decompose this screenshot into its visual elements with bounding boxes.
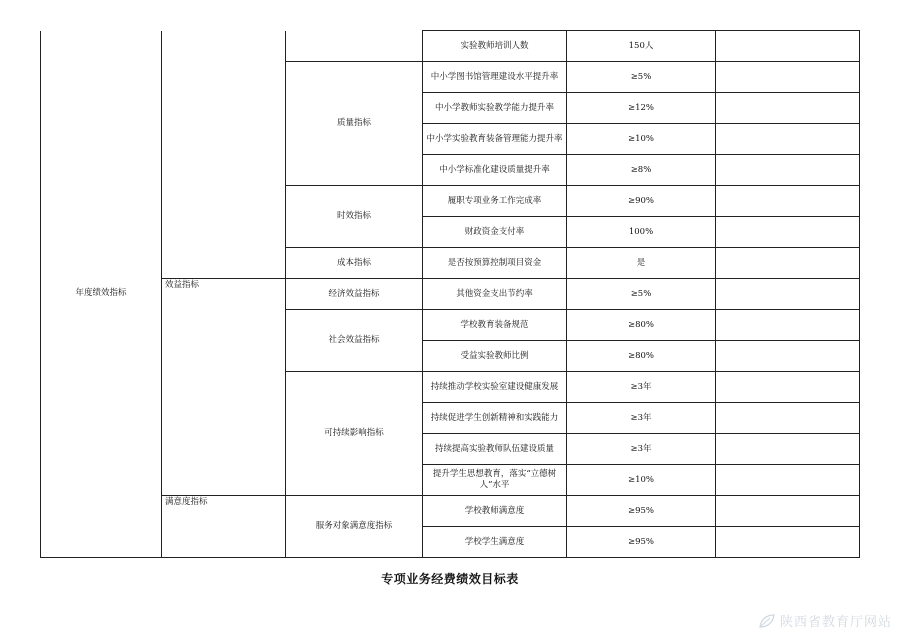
indicator-cell: 中小学图书馆管理建设水平提升率 bbox=[423, 62, 567, 93]
value-cell: ≥95% bbox=[567, 527, 716, 558]
remark-cell bbox=[716, 496, 860, 527]
site-watermark bbox=[758, 611, 892, 630]
indicator-cell: 持续推动学校实验室建设健康发展 bbox=[423, 372, 567, 403]
performance-table bbox=[40, 30, 860, 558]
indicator-cell: 中小学实验教育装备管理能力提升率 bbox=[423, 124, 567, 155]
indicator-cell: 持续提高实验教师队伍建设质量 bbox=[423, 434, 567, 465]
remark-cell bbox=[716, 155, 860, 186]
remark-cell bbox=[716, 93, 860, 124]
sub-indicator-cell: 时效指标 bbox=[286, 186, 423, 248]
remark-cell bbox=[716, 31, 860, 62]
value-cell: ≥3年 bbox=[567, 403, 716, 434]
value-cell: ≥95% bbox=[567, 496, 716, 527]
indicator-cell: 其他资金支出节约率 bbox=[423, 279, 567, 310]
remark-cell bbox=[716, 527, 860, 558]
value-cell: 100% bbox=[567, 217, 716, 248]
sub-indicator-cell: 经济效益指标 bbox=[286, 279, 423, 310]
remark-cell bbox=[716, 217, 860, 248]
indicator-cell: 履职专项业务工作完成率 bbox=[423, 186, 567, 217]
remark-cell bbox=[716, 124, 860, 155]
indicator-cell: 学校学生满意度 bbox=[423, 527, 567, 558]
table-row bbox=[41, 31, 860, 62]
remark-cell bbox=[716, 403, 860, 434]
table-caption: 专项业务经费绩效目标表 bbox=[381, 572, 519, 586]
sub-indicator-cell: 质量指标 bbox=[286, 62, 423, 186]
indicator-cell: 财政资金支付率 bbox=[423, 217, 567, 248]
value-cell: ≥5% bbox=[567, 279, 716, 310]
benefit-category-cell: 效益指标 bbox=[162, 279, 286, 496]
sub-indicator-cell: 成本指标 bbox=[286, 248, 423, 279]
indicator-cell: 受益实验教师比例 bbox=[423, 341, 567, 372]
value-cell: ≥90% bbox=[567, 186, 716, 217]
indicator-cell: 学校教育装备规范 bbox=[423, 310, 567, 341]
value-cell: ≥8% bbox=[567, 155, 716, 186]
remark-cell bbox=[716, 341, 860, 372]
indicator-cell: 中小学标准化建设质量提升率 bbox=[423, 155, 567, 186]
remark-cell bbox=[716, 310, 860, 341]
indicator-cell: 是否按预算控制项目资金 bbox=[423, 248, 567, 279]
sub-indicator-cell bbox=[286, 31, 423, 62]
indicator-cell: 中小学教师实验教学能力提升率 bbox=[423, 93, 567, 124]
remark-cell bbox=[716, 279, 860, 310]
remark-cell bbox=[716, 62, 860, 93]
remark-cell bbox=[716, 248, 860, 279]
value-cell: 是 bbox=[567, 248, 716, 279]
remark-cell bbox=[716, 186, 860, 217]
remark-cell bbox=[716, 372, 860, 403]
indicator-cell: 实验教师培训人数 bbox=[423, 31, 567, 62]
leaf-logo-icon bbox=[758, 613, 776, 629]
value-cell: 150人 bbox=[567, 31, 716, 62]
value-cell: ≥3年 bbox=[567, 372, 716, 403]
value-cell: ≥3年 bbox=[567, 434, 716, 465]
value-cell: ≥5% bbox=[567, 62, 716, 93]
value-cell: ≥80% bbox=[567, 341, 716, 372]
sub-indicator-cell: 服务对象满意度指标 bbox=[286, 496, 423, 558]
output-category-cell bbox=[162, 31, 286, 279]
indicator-cell: 持续促进学生创新精神和实践能力 bbox=[423, 403, 567, 434]
sub-indicator-cell: 社会效益指标 bbox=[286, 310, 423, 372]
value-cell: ≥10% bbox=[567, 465, 716, 496]
remark-cell bbox=[716, 465, 860, 496]
level1-cell: 年度绩效指标 bbox=[41, 31, 162, 558]
indicator-cell: 学校教师满意度 bbox=[423, 496, 567, 527]
indicator-cell: 提升学生思想教育，落实“立德树人”水平 bbox=[423, 465, 567, 496]
watermark-text: 陕西省教育厅网站 bbox=[779, 615, 892, 630]
satisfaction-category-cell: 满意度指标 bbox=[162, 496, 286, 558]
table-row bbox=[41, 496, 860, 527]
sub-indicator-cell: 可持续影响指标 bbox=[286, 372, 423, 496]
value-cell: ≥80% bbox=[567, 310, 716, 341]
remark-cell bbox=[716, 434, 860, 465]
value-cell: ≥12% bbox=[567, 93, 716, 124]
table-row bbox=[41, 279, 860, 310]
value-cell: ≥10% bbox=[567, 124, 716, 155]
